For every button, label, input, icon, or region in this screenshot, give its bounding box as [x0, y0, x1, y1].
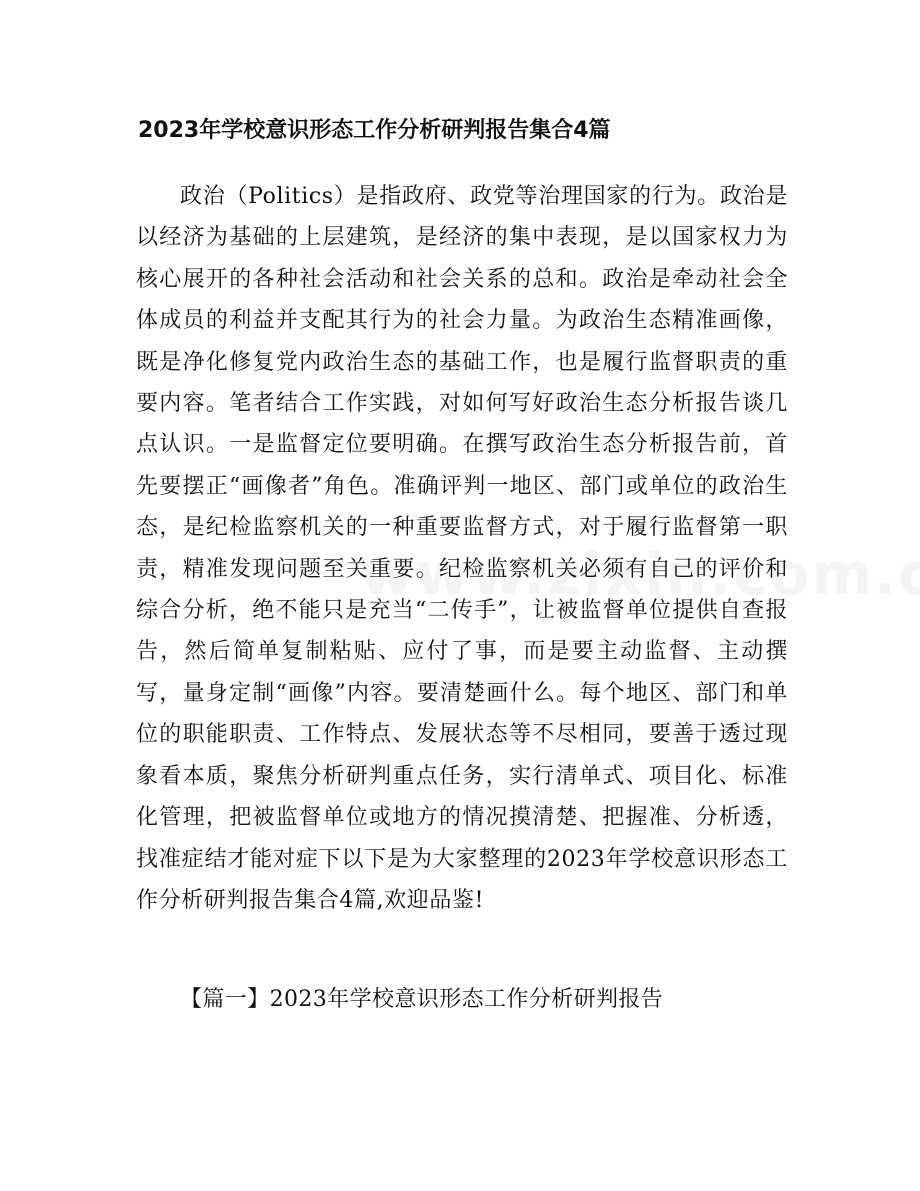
section-heading: 【篇一】2023年学校意识形态工作分析研判报告: [180, 987, 664, 1012]
document-title: 2023年学校意识形态工作分析研判报告集合4篇: [138, 118, 611, 143]
intro-paragraph: 政治（Politics）是指政府、政党等治理国家的行为。政治是以经济为基础的上层建筑，是经济的集中表现，是以国家权力为核心展开的各种社会活动和社会关系的总和。政治是牵动社会全体成员的利益并支配其行为的社会力量。为政治生态精准画像，既是净化修复党内政治生态的基础工作，也是履行监督职责的重要内容。笔者结合工作实践，对如何写好政治生态分析报告谈几点认识。一是监督定位要明确。在撰写政治生态分析报告前，首先要摆正“画像者”角色。准确评判一地区、部门或单位的政治生态，是纪检监察机关的一种重要监督方式，对于履行监督第一职责，精准发现问题至关重要。纪检监察机关必须有自己的评价和综合分析，绝不能只是充当“二传手”，让被监督单位提供自查报告，然后简单复制粘贴、应付了事，而是要主动监督、主动撰写，量身定制“画像”内容。要清楚画什么。每个地区、部门和单位的职能职责、工作特点、发展状态等不尽相同，要善于透过现象看本质，聚焦分析研判重点任务，实行清单式、项目化、标准化管理，把被监督单位或地方的情况摸清楚、把握准、分析透，找准症结才能对症下以下是为大家整理的2023年学校意识形态工作分析研判报告集合4篇,欢迎品鉴!: [136, 184, 788, 913]
